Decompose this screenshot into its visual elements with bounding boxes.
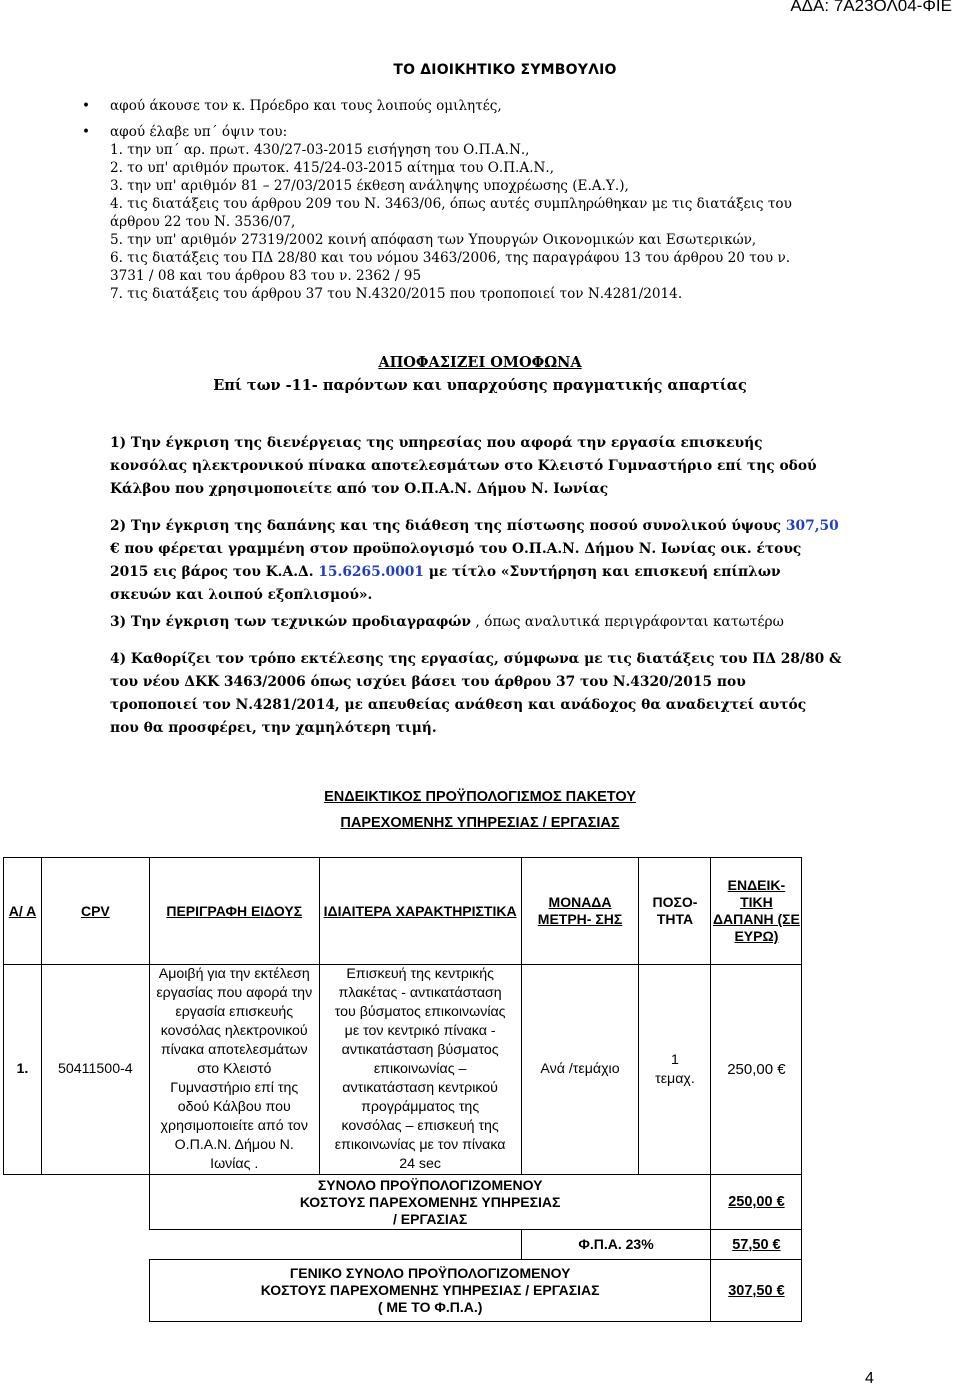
decision-item-2-text: με τίτλο «Συντήρηση και επισκευή επίπλων	[423, 564, 781, 580]
decision-item-2-amount: 307,50	[785, 518, 839, 534]
vat-value: 57,50 €	[711, 1230, 802, 1260]
decision-item-2-line: σκευών και λοιπού εξοπλισμού».	[110, 587, 373, 603]
decision-item-1-line: Κάλβου που χρησιμοποιείτε από τον Ο.Π.Α.Ν. Δήμου Ν. Ιωνίας	[110, 481, 609, 497]
budget-title-line-1: ΕΝΔΕΙΚΤΙΚΟΣ ΠΡΟΫΠΟΛΟΓΙΣΜΟΣ ΠΑΚΕΤΟΥ	[324, 789, 636, 805]
decision-title: ΑΠΟΦΑΣΙΖΕΙ ΟΜΟΦΩΝΑ	[378, 354, 582, 371]
decision-item-4-line: 4) Καθορίζει τον τρόπο εκτέλεσης της εργασίας, σύμφωνα με τις διατάξεις του ΠΔ 28/80 &	[110, 651, 842, 667]
empty-cell	[4, 1230, 522, 1260]
council-title: ΤΟ ΔΙΟΙΚΗΤΙΚΟ ΣΥΜΒΟΥΛΙΟ	[393, 62, 617, 78]
header-description: ΠΕΡΙΓΡΑΦΗ ΕΙΔΟΥΣ	[149, 858, 319, 965]
table-spacer	[802, 1230, 952, 1260]
decision-item-1-line: κονσόλας ηλεκτρονικού πίνακα αποτελεσμάτων στο Κλειστό Γυμναστήριο επί της οδού	[110, 458, 817, 474]
decision-item-4-line: τροποποιεί τον Ν.4281/2014, με απευθείας ανάθεση και ανάδοχος θα αναδειχτεί αυτός	[110, 697, 807, 713]
vat-row	[4, 1230, 952, 1260]
total-value: 250,00 €	[711, 1175, 802, 1230]
preamble-item: άρθρου 22 του Ν. 3536/07,	[110, 214, 296, 230]
budget-title-line-2: ΠΑΡΕΧΟΜΕΝΗΣ ΥΠΗΡΕΣΙΑΣ / ΕΡΓΑΣΙΑΣ	[340, 815, 620, 831]
table-row	[4, 965, 952, 1175]
vat-label: Φ.Π.Α. 23%	[521, 1230, 711, 1260]
preamble-item: 3731 / 08 και του άρθρου 83 του ν. 2362 / 95	[110, 268, 422, 284]
header-features: ΙΔΙΑΙΤΕΡΑ ΧΑΡΑΚΤΗΡΙΣΤΙΚΑ	[319, 858, 521, 965]
bullet-icon: •	[82, 98, 91, 114]
decision-item-4-line: που θα προσφέρει, την χαμηλότερη τιμή.	[110, 720, 437, 736]
decision-item-2-line: € που φέρεται γραμμένη στον προϋπολογισμό του Ο.Π.Α.Ν. Δήμου Ν. Ιωνίας οικ. έτους	[110, 541, 802, 557]
decision-item-3-bold: 3) Την έγκριση των τεχνικών προδιαγραφών	[110, 614, 472, 630]
preamble-item: 2. το υπ' αριθμόν πρωτοκ. 415/24-03-2015 αίτημα του Ο.Π.Α.Ν.,	[110, 160, 555, 176]
preamble-bullet-1: αφού άκουσε τον κ. Πρόεδρο και τους λοιπούς ομιλητές,	[110, 98, 502, 114]
header-quantity: ΠΟΣΟ- ΤΗΤΑ	[639, 858, 711, 965]
decision-item-3-normal: , όπως αναλυτικά περιγράφονται κατωτέρω	[471, 614, 784, 630]
ada-code: ΑΔΑ: 7Α23ΟΛ04-ΦΙΕ	[790, 0, 952, 15]
table-spacer	[802, 1260, 952, 1322]
decision-item-4-line: του νέου ΔΚΚ 3463/2006 όπως ισχύει βάσει του άρθρου 37 του Ν.4320/2015 που	[110, 674, 746, 690]
decision-item-2-line	[110, 561, 781, 584]
preamble-bullet-2: αφού έλαβε υπ΄ όψιν του:	[110, 124, 288, 140]
table-spacer	[802, 858, 952, 965]
preamble-item: 4. τις διατάξεις του άρθρου 209 του Ν. 3463/06, όπως αυτές συμπληρώθηκαν με τις διατάξεις του	[110, 196, 792, 212]
table-header-row	[4, 858, 952, 965]
page-number: 4	[865, 1370, 874, 1387]
decision-item-2-code: 15.6265.0001	[318, 564, 424, 580]
decision-item-2-text: 2015 εις βάρος του Κ.Α.Δ.	[110, 564, 319, 580]
budget-table	[3, 857, 952, 1322]
bullet-icon: •	[82, 124, 91, 140]
table-spacer	[802, 965, 952, 1175]
table-spacer	[802, 1175, 952, 1230]
empty-cell	[4, 1260, 150, 1322]
preamble-item: 6. τις διατάξεις του ΠΔ 28/80 και του νόμου 3463/2006, της παραγράφου 13 του άρθρου 20 του ν.	[110, 250, 791, 266]
decision-item-2-line	[110, 515, 839, 538]
row-aa: 1.	[4, 965, 42, 1175]
total-row	[4, 1175, 952, 1230]
grand-total-label: ΓΕΝΙΚΟ ΣΥΝΟΛΟ ΠΡΟΫΠΟΛΟΓΙΖΟΜΕΝΟΥ ΚΟΣΤΟΥΣ ΠΑΡΕΧΟΜΕΝΗΣ ΥΠΗΡΕΣΙΑΣ / ΕΡΓΑΣΙΑΣ ( ΜΕ ΤΟ Φ.Π.Α.)	[149, 1260, 711, 1322]
decision-subtitle: Επί των -11- παρόντων και υπαρχούσης πραγματικής απαρτίας	[213, 377, 747, 394]
decision-item-3	[110, 611, 784, 634]
row-unit: Ανά /τεμάχιο	[521, 965, 639, 1175]
header-cost: ΕΝΔΕΙΚ- ΤΙΚΗ ΔΑΠΑΝΗ (ΣΕ ΕΥΡΩ)	[711, 858, 802, 965]
decision-item-2-text: 2) Την έγκριση της δαπάνης και της διάθεση της πίστωσης ποσού συνολικού ύψους	[110, 518, 786, 534]
grand-total-value: 307,50 €	[711, 1260, 802, 1322]
decision-item-1-line: 1) Την έγκριση της διενέργειας της υπηρεσίας που αφορά την εργασία επισκευής	[110, 435, 763, 451]
header-aa: Α/ Α	[4, 858, 42, 965]
preamble-item: 3. την υπ' αριθμόν 81 – 27/03/2015 έκθεση ανάληψης υποχρέωσης (Ε.Α.Υ.),	[110, 178, 629, 194]
row-features: Επισκευή της κεντρικής πλακέτας - αντικατάσταση του βύσματος επικοινωνίας με τον κεντρικό πίνακα - αντικατάσταση βύσματος επικοινωνίας – αντικατάσταση κεντρικού προγράμματος της κονσόλας – επισκευή της επικοινωνίας με τον πίνακα 24 sec	[319, 965, 521, 1175]
row-cost: 250,00 €	[711, 965, 802, 1175]
header-unit: ΜΟΝΑΔΑ ΜΕΤΡΗ- ΣΗΣ	[521, 858, 639, 965]
preamble-item: 5. την υπ' αριθμόν 27319/2002 κοινή απόφαση των Υπουργών Οικονομικών και Εσωτερικών,	[110, 232, 757, 248]
preamble-item: 1. την υπ΄ αρ. πρωτ. 430/27-03-2015 εισήγηση του Ο.Π.Α.Ν.,	[110, 142, 530, 158]
header-cpv: CPV	[41, 858, 149, 965]
row-description: Αμοιβή για την εκτέλεση εργασίας που αφορά την εργασία επισκευής κονσόλας ηλεκτρονικού πίνακα αποτελεσμάτων στο Κλειστό Γυμναστήριο επί της οδού Κάλβου που χρησιμοποιείτε από τον Ο.Π.Α.Ν. Δήμου Ν. Ιωνίας .	[149, 965, 319, 1175]
preamble-item: 7. τις διατάξεις του άρθρου 37 του Ν.4320/2015 που τροποποιεί τον Ν.4281/2014.	[110, 286, 683, 302]
empty-cell	[4, 1175, 150, 1230]
total-label: ΣΥΝΟΛΟ ΠΡΟΫΠΟΛΟΓΙΖΟΜΕΝΟΥ ΚΟΣΤΟΥΣ ΠΑΡΕΧΟΜΕΝΗΣ ΥΠΗΡΕΣΙΑΣ / ΕΡΓΑΣΙΑΣ	[149, 1175, 711, 1230]
row-cpv: 50411500-4	[41, 965, 149, 1175]
row-quantity: 1 τεμαχ.	[639, 965, 711, 1175]
grand-total-row	[4, 1260, 952, 1322]
